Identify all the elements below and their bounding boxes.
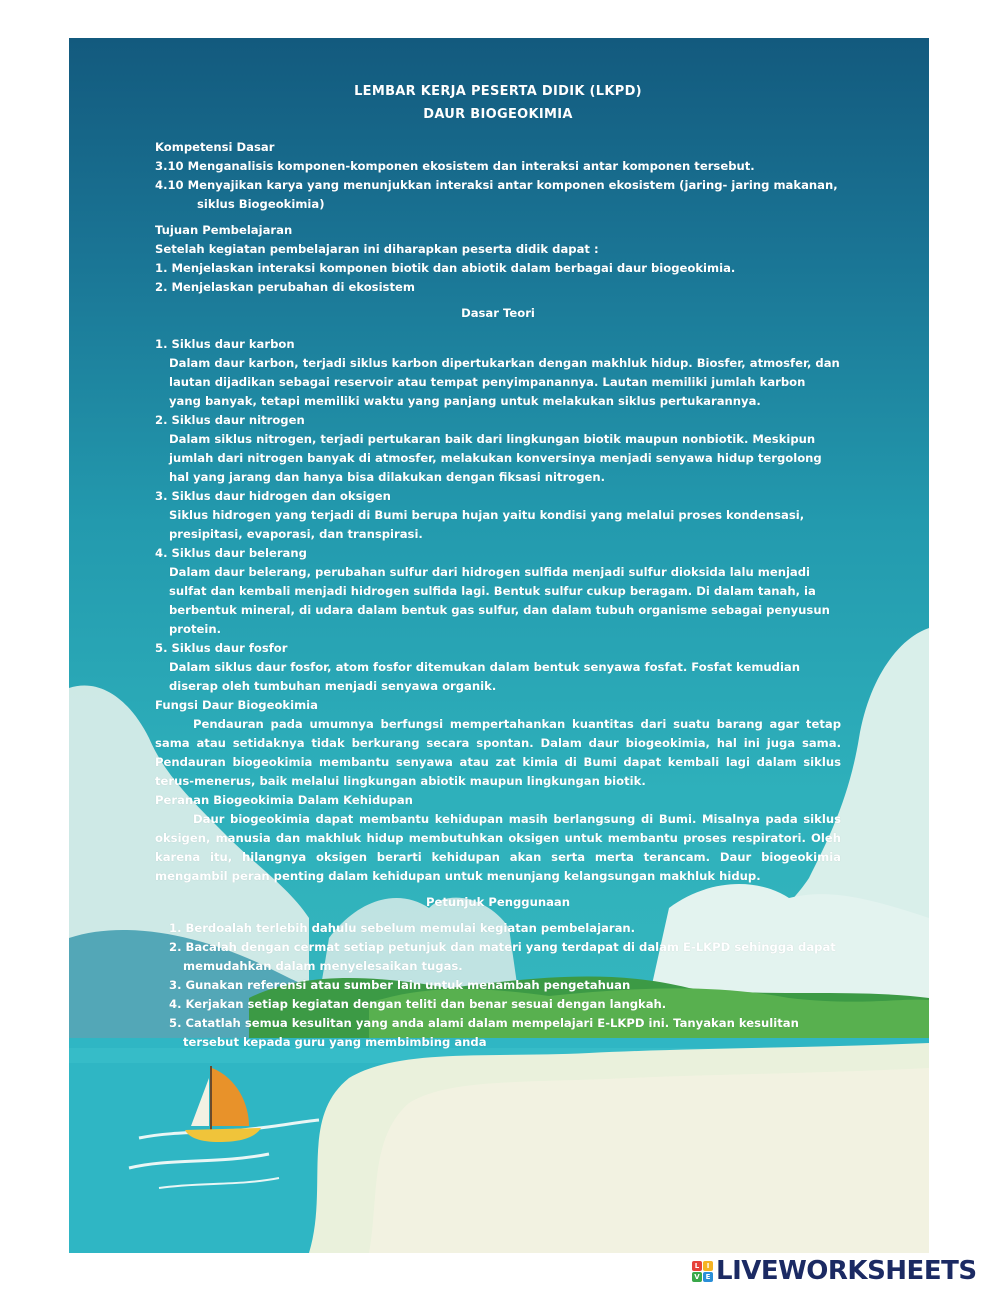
- fungsi-text: Pendauran pada umumnya berfungsi mempertahankan kuantitas dari suatu barang agar tetap sama atau setidaknya tidak berkurang secara spontan. Dalam daur biogeokimia, hal ini juga sama. Pendauran biogeokimia membantu senyawa atau zat kimia di Bumi dapat kembali lagi dalam siklus terus-menerus, baik melalui lingkungan abiotik maupun lingkungan biotik.: [155, 717, 841, 788]
- peranan-heading: Peranan Biogeokimia Dalam Kehidupan: [155, 793, 413, 807]
- petunjuk-item: 3. Gunakan referensi atau sumber lain untuk menambah pengetahuan: [169, 978, 631, 992]
- worksheet-title: LEMBAR KERJA PESERTA DIDIK (LKPD): [354, 84, 642, 99]
- petunjuk-item: 4. Kerjakan setiap kegiatan dengan teliti dan benar sesuai dengan langkah.: [169, 997, 667, 1011]
- section-title: 1. Siklus daur karbon: [155, 337, 295, 351]
- peranan-text: Daur biogeokimia dapat membantu kehidupan masih berlangsung di Bumi. Misalnya pada siklus oksigen, manusia dan makhluk hidup membutuhkan oksigen untuk membantu proses respiratori. Oleh karena itu, hilangnya oksigen berarti kehidupan akan serta merta terancam. Daur biogeokimia mengambil peran penting dalam kehidupan untuk menunjang kelangsungan makhluk hidup.: [155, 812, 841, 883]
- section-text: Dalam daur belerang, perubahan sulfur dari hidrogen sulfida menjadi sulfur dioksida lalu menjadi sulfat dan kembali menjadi hidrogen sulfida lagi. Bentuk sulfur cukup beragam. Di dalam tanah, ia berbentuk mineral, di udara dalam bentuk gas sulfur, dan dalam tubuh organisme sebagai penyusun protein.: [169, 565, 830, 636]
- worksheet-content: [155, 78, 841, 1052]
- kompetensi-item: 3.10 Menganalisis komponen-komponen ekosistem dan interaksi antar komponen tersebut.: [155, 159, 755, 173]
- tujuan-item: 2. Menjelaskan perubahan di ekosistem: [155, 280, 415, 294]
- section-title: 5. Siklus daur fosfor: [155, 641, 288, 655]
- tujuan-intro: Setelah kegiatan pembelajaran ini diharapkan peserta didik dapat :: [155, 242, 599, 256]
- petunjuk-item: 2. Bacalah dengan cermat setiap petunjuk dan materi yang terdapat di dalam E-LKPD sehingga dapat memudahkan dalam menyelesaikan tugas.: [169, 940, 836, 973]
- kompetensi-heading: Kompetensi Dasar: [155, 140, 275, 154]
- worksheet-page: [69, 38, 929, 1253]
- section-title: 2. Siklus daur nitrogen: [155, 413, 305, 427]
- logo-wordmark: LIVEWORKSHEETS: [716, 1256, 977, 1286]
- section-title: 3. Siklus daur hidrogen dan oksigen: [155, 489, 391, 503]
- section-text: Dalam siklus daur fosfor, atom fosfor ditemukan dalam bentuk senyawa fosfat. Fosfat kemudian diserap oleh tumbuhan menjadi senyawa organik.: [169, 660, 801, 693]
- tujuan-heading: Tujuan Pembelajaran: [155, 223, 293, 237]
- section-text: Dalam daur karbon, terjadi siklus karbon dipertukarkan dengan makhluk hidup. Biosfer, atmosfer, dan lautan dijadikan sebagai reservoir atau tempat penyimpanannya. Lautan memiliki jumlah karbon yang banyak, tetapi memiliki waktu yang panjang untuk melakukan siklus pertukarannya.: [169, 356, 840, 408]
- petunjuk-item: 5. Catatlah semua kesulitan yang anda alami dalam mempelajari E-LKPD ini. Tanyakan kesulitan tersebut kepada guru yang membimbing anda: [169, 1016, 799, 1049]
- petunjuk-heading: Petunjuk Penggunaan: [425, 895, 570, 909]
- petunjuk-item: 1. Berdoalah terlebih dahulu sebelum memulai kegiatan pembelajaran.: [169, 921, 636, 935]
- section-title: 4. Siklus daur belerang: [155, 546, 307, 560]
- logo-mark-icon: L I V E: [692, 1261, 713, 1282]
- worksheet-subtitle: DAUR BIOGEOKIMIA: [423, 107, 573, 122]
- tujuan-item: 1. Menjelaskan interaksi komponen biotik dan abiotik dalam berbagai daur biogeokimia.: [155, 261, 736, 275]
- kompetensi-item: 4.10 Menyajikan karya yang menunjukkan interaksi antar komponen ekosistem (jaring- jaring makanan, siklus Biogeokimia): [155, 178, 838, 211]
- section-text: Siklus hidrogen yang terjadi di Bumi berupa hujan yaitu kondisi yang melalui proses kondensasi, presipitasi, evaporasi, dan transpirasi.: [169, 508, 805, 541]
- dasar-teori-heading: Dasar Teori: [461, 306, 535, 320]
- fungsi-heading: Fungsi Daur Biogeokimia: [155, 698, 318, 712]
- liveworksheets-logo[interactable]: [692, 1256, 977, 1286]
- section-text: Dalam siklus nitrogen, terjadi pertukaran baik dari lingkungan biotik maupun nonbiotik. Meskipun jumlah dari nitrogen banyak di atmosfer, melakukan konversinya menjadi senyawa hidup tergolong hal yang jarang dan hanya bisa dilakukan dengan fiksasi nitrogen.: [169, 432, 822, 484]
